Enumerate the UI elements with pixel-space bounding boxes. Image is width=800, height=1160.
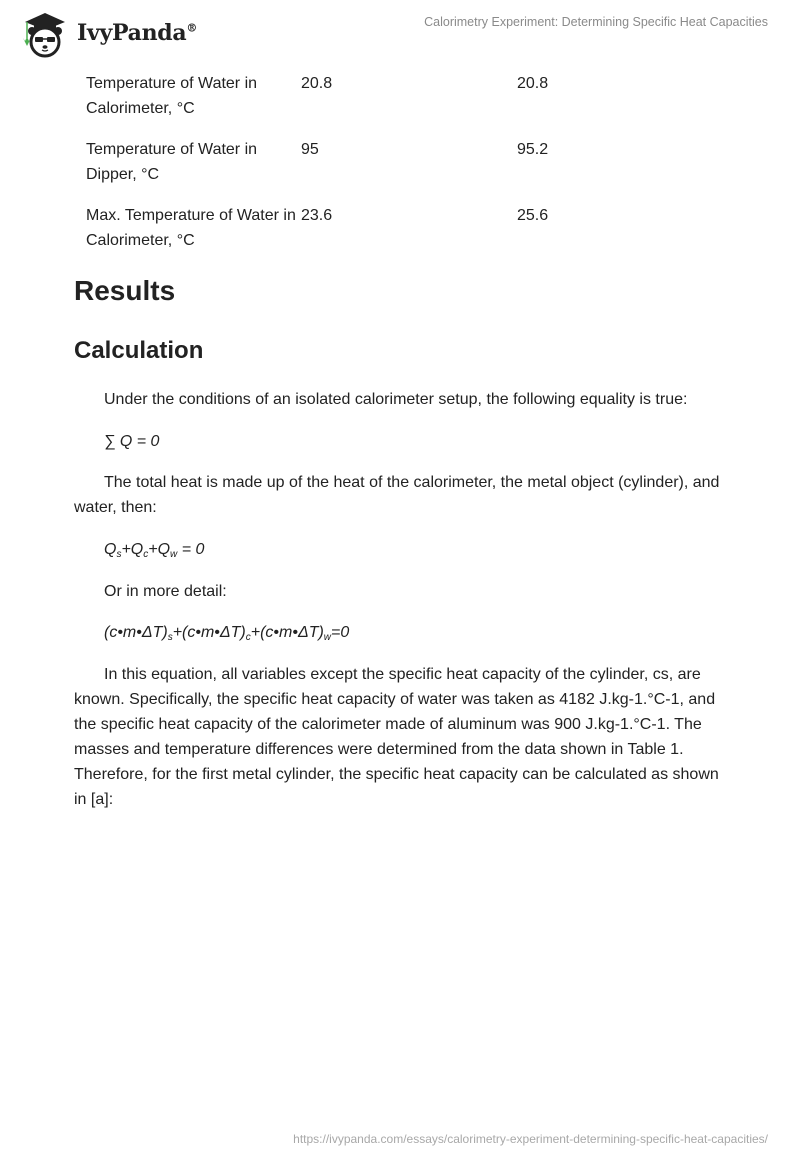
row-label: Max. Temperature of Water in Calorimeter, °C xyxy=(86,207,296,249)
row-value-2: 25.6 xyxy=(517,207,549,224)
formula-sum-q: ∑ Q = 0 xyxy=(104,433,160,450)
paragraph-equality-intro: Under the conditions of an isolated calorimeter setup, the following equality is true: xyxy=(104,391,688,408)
row-label: Temperature of Water in Dipper, °C xyxy=(86,141,258,183)
document-title: Calorimetry Experiment: Determining Specific Heat Capacities xyxy=(424,15,768,29)
table-row xyxy=(86,137,646,187)
row-value-2: 20.8 xyxy=(517,75,549,92)
paragraph-equation-explanation: In this equation, all variables except the specific heat capacity of the cylinder, cs, are known. Specifically, the specific heat capacity of water was taken as 4182 J.kg-1.°C-1, and the specific heat capacity of the calorimeter made of aluminum was 900 J.kg-1.°C-1. The masses and temperature differences were determined from the data shown in Table 1. Therefore, for the first metal cylinder, the specific heat capacity can be calculated as shown in [a]: xyxy=(74,666,719,808)
table-row xyxy=(86,203,646,253)
source-url-link[interactable]: https://ivypanda.com/essays/calorimetry-experiment-determining-specific-heat-capacities/ xyxy=(293,1132,768,1146)
paragraph-total-heat: The total heat is made up of the heat of the calorimeter, the metal object (cylinder), and water, then: xyxy=(74,474,720,516)
heading-results: Results xyxy=(74,275,176,306)
row-label: Temperature of Water in Calorimeter, °C xyxy=(86,75,258,117)
row-value-2: 95.2 xyxy=(517,141,549,158)
panda-graduate-logo-icon xyxy=(15,8,75,58)
formula-detail: $(c•m•\Delta T)_s+(c•m•\Delta T)_c+(c•m•\Delta T)_w=0$ xyxy=(104,624,350,643)
data-table xyxy=(86,71,646,269)
page-header xyxy=(0,0,800,60)
brand-name: IvyPanda® xyxy=(77,20,198,46)
heading-calculation: Calculation xyxy=(74,337,204,364)
row-value-1: 20.8 xyxy=(301,75,333,92)
row-value-1: 95 xyxy=(301,141,319,158)
brand-logo[interactable] xyxy=(15,8,197,58)
paragraph-more-detail: Or in more detail: xyxy=(104,583,227,600)
table-row xyxy=(86,71,646,121)
formula-q-sum: $Q_s+Q_c+Q_w = 0$ xyxy=(104,541,205,560)
row-value-1: 23.6 xyxy=(301,207,333,224)
